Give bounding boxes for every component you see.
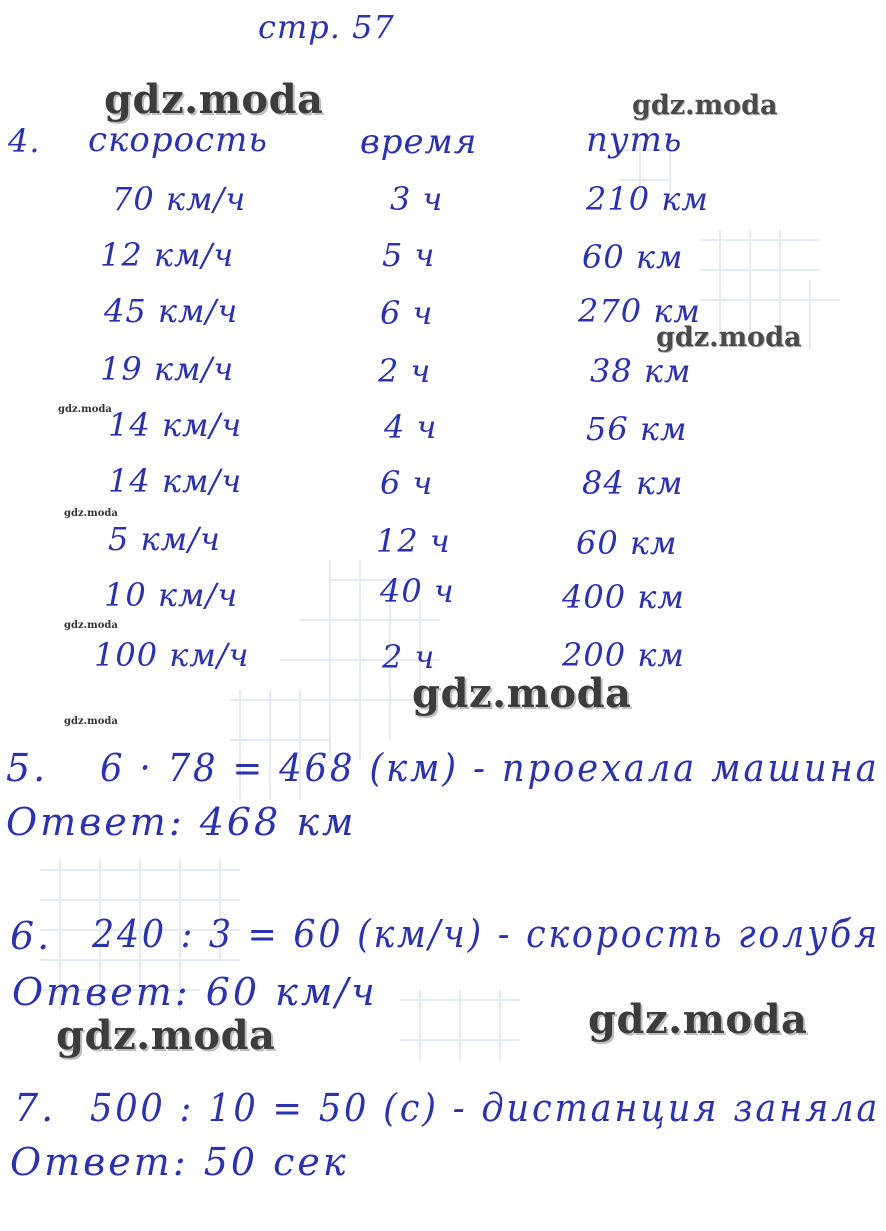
watermark: gdz.moda — [632, 90, 778, 121]
watermark: gdz.moda — [64, 508, 118, 519]
table-cell-time: 6 ч — [380, 464, 434, 502]
task-7-answer: Ответ: 50 сек — [10, 1140, 349, 1184]
table-cell-speed: 100 км/ч — [94, 636, 250, 674]
column-header-time: время — [360, 122, 478, 162]
table-cell-time: 3 ч — [390, 180, 444, 218]
table-cell-time: 2 ч — [382, 638, 436, 676]
table-cell-distance: 200 км — [562, 636, 685, 674]
table-cell-distance: 270 км — [578, 292, 701, 330]
task-5-answer: Ответ: 468 км — [6, 800, 357, 844]
column-header-distance: путь — [586, 120, 683, 160]
task-6-answer: Ответ: 60 км/ч — [12, 970, 378, 1014]
table-cell-speed: 5 км/ч — [108, 520, 221, 558]
table-cell-time: 4 ч — [384, 408, 438, 446]
table-cell-time: 6 ч — [380, 294, 434, 332]
table-cell-distance: 400 км — [562, 578, 685, 616]
table-cell-speed: 14 км/ч — [108, 406, 243, 444]
table-cell-speed: 12 км/ч — [100, 236, 235, 274]
table-cell-speed: 10 км/ч — [104, 576, 239, 614]
task-7-solution: 500 : 10 = 50 (с) - дистанция заняла — [90, 1086, 881, 1130]
task-6-solution: 240 : 3 = 60 (км/ч) - скорость голубя — [92, 912, 880, 956]
table-cell-time: 2 ч — [378, 352, 432, 390]
task-5-solution: 6 · 78 = 468 (км) - проехала машина — [100, 746, 880, 790]
table-cell-time: 12 ч — [376, 522, 451, 560]
table-cell-speed: 14 км/ч — [108, 462, 243, 500]
column-header-speed: скорость — [88, 120, 268, 160]
page-reference: стр. 57 — [258, 8, 395, 46]
task-5-number: 5. — [6, 746, 49, 790]
watermark: gdz.moda — [104, 76, 324, 123]
table-cell-time: 5 ч — [382, 236, 436, 274]
table-cell-speed: 19 км/ч — [100, 350, 235, 388]
watermark: gdz.moda — [656, 322, 802, 353]
table-cell-speed: 45 км/ч — [104, 292, 239, 330]
task-7-number: 7. — [14, 1086, 57, 1130]
table-cell-distance: 38 км — [590, 352, 692, 390]
watermark: gdz.moda — [588, 996, 808, 1043]
table-cell-time: 40 ч — [380, 572, 455, 610]
table-cell-distance: 56 км — [586, 410, 688, 448]
table-cell-distance: 60 км — [582, 238, 684, 276]
watermark: gdz.moda — [64, 620, 118, 631]
watermark: gdz.moda — [412, 670, 632, 717]
table-cell-distance: 60 км — [576, 524, 678, 562]
task-6-number: 6. — [10, 914, 53, 958]
table-cell-distance: 210 км — [586, 180, 709, 218]
watermark: gdz.moda — [64, 716, 118, 727]
table-cell-speed: 70 км/ч — [112, 180, 247, 218]
watermark: gdz.moda — [58, 404, 112, 415]
task-4-number: 4. — [8, 122, 41, 160]
table-cell-distance: 84 км — [582, 464, 684, 502]
watermark: gdz.moda — [56, 1012, 276, 1059]
